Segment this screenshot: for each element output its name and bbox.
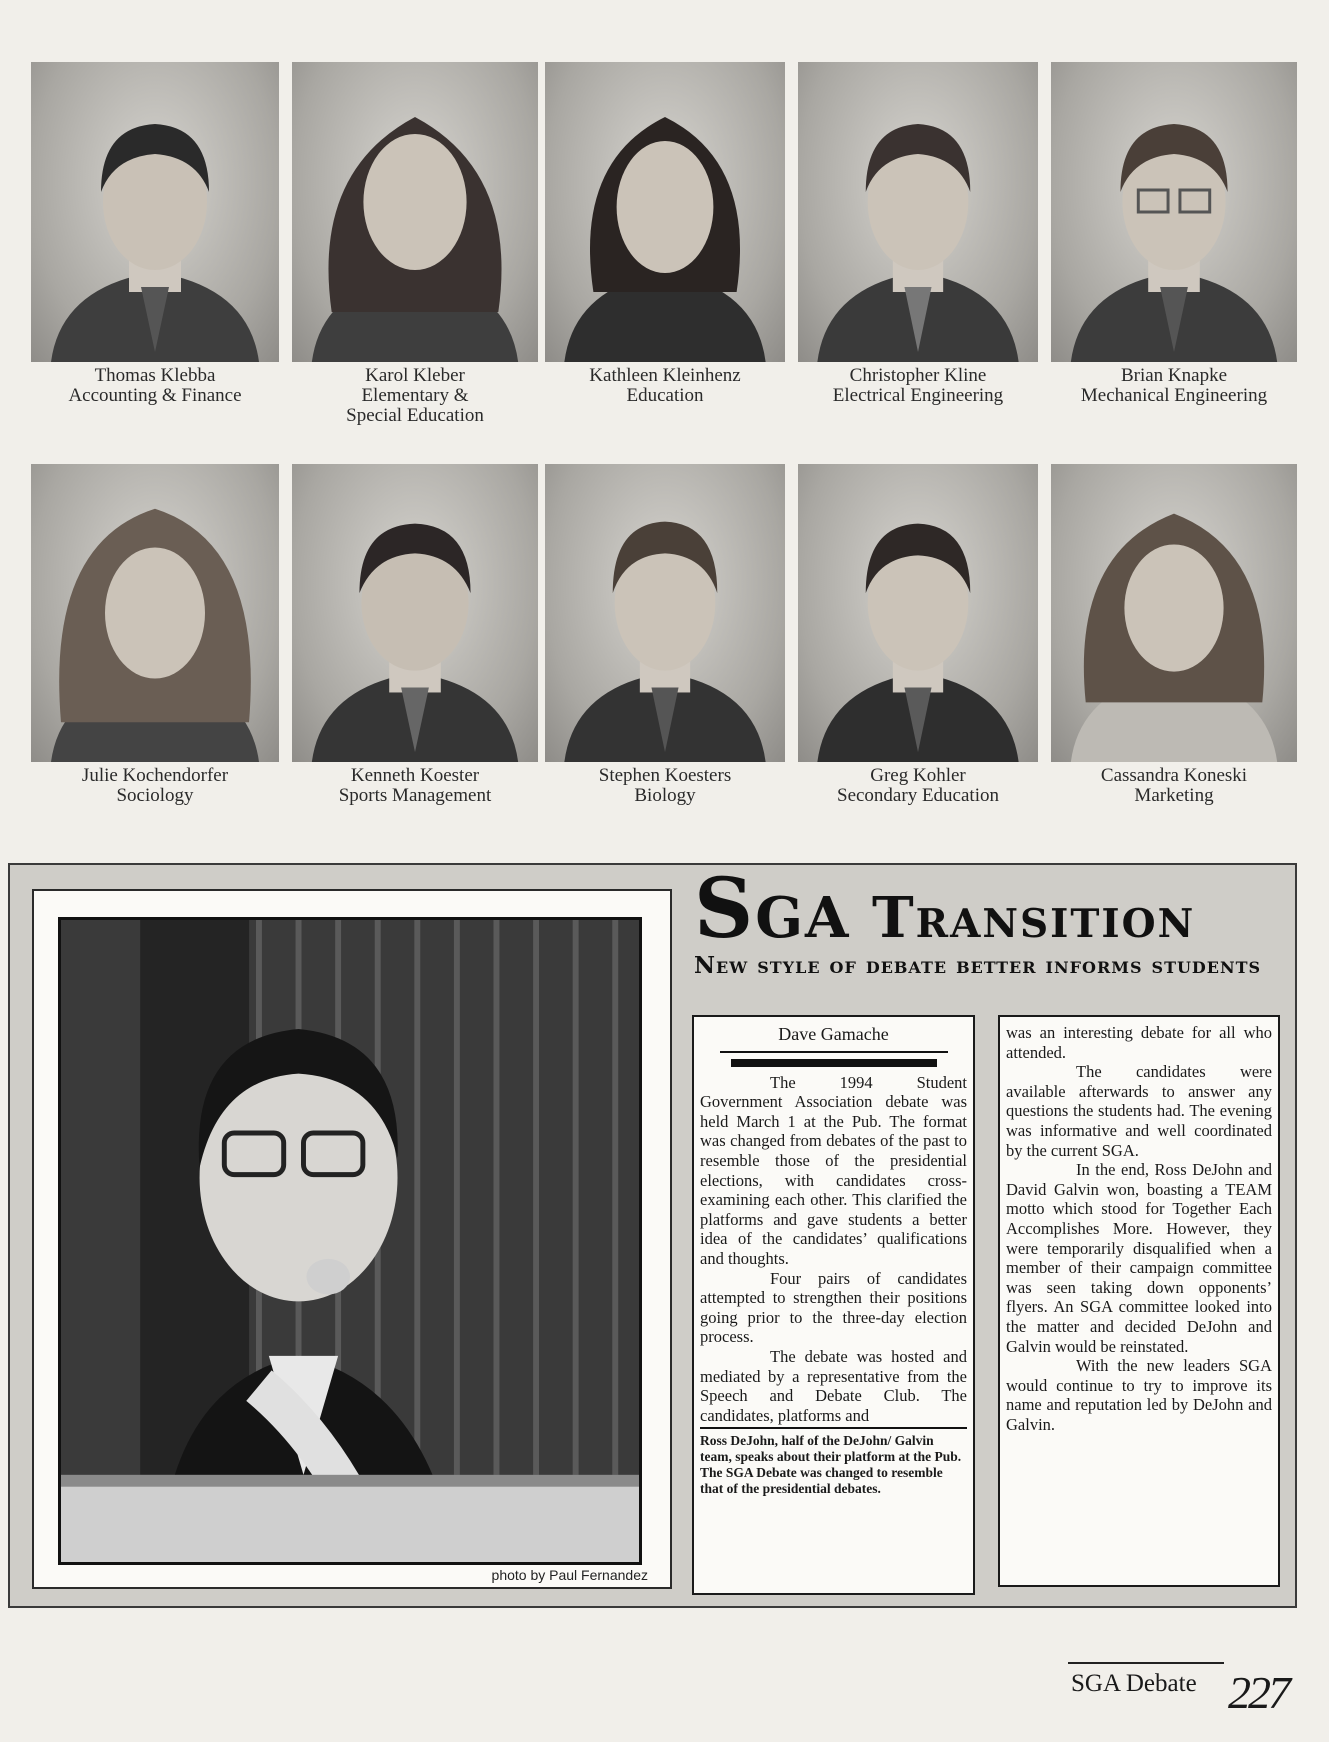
student-name: Stephen Koesters bbox=[598, 765, 732, 786]
student-major: Biology bbox=[634, 785, 696, 806]
student-major: Elementary & bbox=[361, 385, 469, 406]
footer-rule bbox=[1068, 1662, 1224, 1664]
student-major: Marketing bbox=[1134, 785, 1214, 806]
student-name: Brian Knapke bbox=[1120, 365, 1228, 386]
portrait-caption bbox=[798, 766, 1038, 806]
article-headline bbox=[694, 861, 1294, 979]
student-major: Sports Management bbox=[338, 785, 492, 806]
portrait-photo bbox=[798, 62, 1038, 362]
portrait-photo bbox=[292, 464, 538, 762]
portrait-caption bbox=[1051, 366, 1297, 406]
article-paragraph: The debate was hosted and mediated by a representative from the Speech and Debate Club. The candidates, platforms and bbox=[700, 1346, 967, 1425]
article-column-1 bbox=[692, 1015, 975, 1595]
student-name: Kenneth Koester bbox=[350, 765, 480, 786]
portrait-photo bbox=[798, 464, 1038, 762]
student-major: Mechanical Engineering bbox=[1080, 385, 1268, 406]
article-paragraph: The candidates were available afterwards to answer any questions the students had. The evening was informative and well coordinated by the current SGA. bbox=[1006, 1062, 1272, 1160]
sga-feature-panel bbox=[8, 863, 1297, 1608]
portrait-caption bbox=[31, 366, 279, 406]
portrait-caption bbox=[292, 366, 538, 426]
portrait-photo bbox=[545, 464, 785, 762]
portrait-photo bbox=[31, 62, 279, 362]
article-paragraph: was an interesting debate for all who attended. bbox=[1006, 1023, 1272, 1062]
student-major: Electrical Engineering bbox=[832, 385, 1004, 406]
article-paragraph: In the end, Ross DeJohn and David Galvin won, boasting a TEAM motto which stood for Together Each Accomplishes More. However, they were temporarily disqualified when a member of their campaign committee was seen taking down opponents’ flyers. An SGA committee looked into the matter and decided DeJohn and Galvin would be reinstated. bbox=[1006, 1160, 1272, 1356]
title-initial: S bbox=[694, 861, 756, 957]
article-paragraph: The 1994 Student Government Association debate was held March 1 at the Pub. The format was changed from debates of the past to resemble those of the presidential elections, with candidates cross-examining each other. This clarified the platforms and gave students a better idea of the candidates’ qualifications and thoughts. bbox=[700, 1072, 967, 1268]
debate-photo bbox=[58, 917, 642, 1565]
student-name: Greg Kohler bbox=[870, 765, 966, 786]
section-label: SGA Debate bbox=[1071, 1670, 1197, 1697]
title-rest: GA Transition bbox=[755, 885, 1196, 951]
article-column-2 bbox=[998, 1015, 1280, 1587]
portrait-caption bbox=[31, 766, 279, 806]
student-name: Thomas Klebba bbox=[94, 365, 216, 386]
student-name: Karol Kleber bbox=[365, 365, 465, 386]
portrait-photo bbox=[292, 62, 538, 362]
page-footer bbox=[1068, 1662, 1308, 1722]
student-major: Secondary Education bbox=[837, 785, 999, 806]
student-name: Kathleen Kleinhenz bbox=[589, 365, 741, 386]
caption-rule bbox=[700, 1427, 967, 1429]
portrait-caption bbox=[292, 766, 538, 806]
student-name: Cassandra Koneski bbox=[1100, 765, 1248, 786]
byline-bar bbox=[731, 1059, 937, 1067]
photo-credit: photo by Paul Fernandez bbox=[491, 1567, 648, 1583]
byline-rule bbox=[720, 1051, 948, 1053]
article-title bbox=[694, 861, 1294, 957]
student-major: Accounting & Finance bbox=[68, 385, 242, 406]
page-number: 227 bbox=[1228, 1667, 1288, 1718]
photo-caption: Ross DeJohn, half of the DeJohn/ Galvin team, speaks about their platform at the Pub. The SGA Debate was changed to resemble that of the presidential debates. bbox=[700, 1433, 962, 1497]
article-subtitle: New style of debate better informs students bbox=[694, 952, 1262, 979]
portrait-caption bbox=[545, 366, 785, 406]
article-paragraph: Four pairs of candidates attempted to strengthen their positions going prior to the three-day election process. bbox=[700, 1268, 967, 1347]
photo-frame bbox=[32, 889, 672, 1589]
portrait-photo bbox=[31, 464, 279, 762]
byline: Dave Gamache bbox=[778, 1024, 889, 1044]
portrait-caption bbox=[798, 366, 1038, 406]
student-major: Education bbox=[626, 385, 704, 406]
portrait-photo bbox=[1051, 62, 1297, 362]
student-major: Special Education bbox=[346, 405, 484, 426]
portrait-photo bbox=[1051, 464, 1297, 762]
portrait-caption bbox=[545, 766, 785, 806]
portrait-caption bbox=[1051, 766, 1297, 806]
student-name: Christopher Kline bbox=[849, 365, 987, 386]
student-name: Julie Kochendorfer bbox=[81, 765, 229, 786]
student-major: Sociology bbox=[116, 785, 194, 806]
portrait-photo bbox=[545, 62, 785, 362]
article-paragraph: With the new leaders SGA would continue to try to improve its name and reputation led by DeJohn and Galvin. bbox=[1006, 1356, 1272, 1434]
